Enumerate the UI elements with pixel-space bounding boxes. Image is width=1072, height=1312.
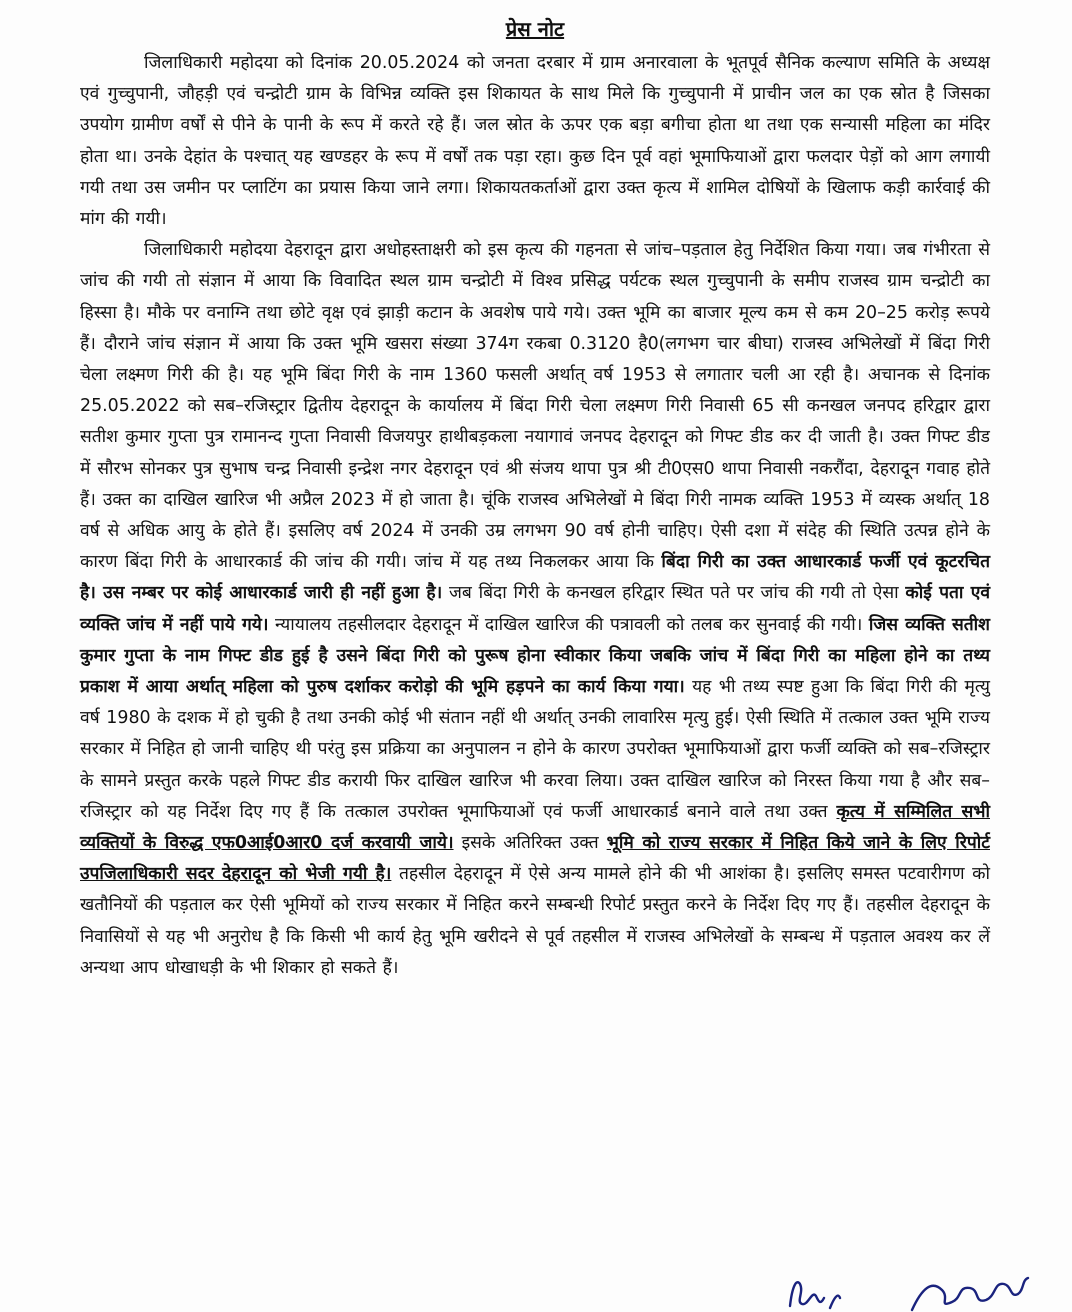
address-not-found-finding: कोई पता एवं व्यक्ति जांच में नहीं पाये गये। [80,583,990,635]
fir-directive: कृत्य में सम्मिलित सभी व्यक्तियों के विरुद्ध एफ0आई0आर0 दर्ज करवायी जाये। [80,801,990,854]
investigation-text-2: जब बिंदा गिरी के कनखल हरिद्वार स्थित पते पर जांच की गयी तो ऐसा [442,583,906,604]
investigation-text-1: जिलाधिकारी महोदया देहरादून द्वारा अधोहस्ताक्षरी को इस कृत्य की गहनता से जांच–पड़ताल हेतु निर्देशित किया गया। जब गंभीरता से जांच की गयी तो संज्ञान में आया कि विवादित स्थल ग्राम चन्द्रोटी में विश्व प्रसिद्ध पर्यटक स्थल गुच्चुपानी के समीप राजस्व ग्राम चन्द्रोटी का हिस्सा है। मौके पर वनाग्नि तथा छोटे वृक्ष एवं झाड़ी कटान के अवशेष पाये गये। उक्त भूमि का बाजार मूल्य कम से कम 20–25 करोड़ रूपये हैं। दौराने जांच संज्ञान में आया कि उक्त भूमि खसरा संख्या 374ग रकबा 0.3120 है0(लगभग चार बीघा) राजस्व अभिलेखों में बिंदा गिरी चेला लक्ष्मण गिरी की है। यह भूमि बिंदा गिरी के नाम 1360 फसली अर्थात् वर्ष 1953 से लगातार चली आ रही है। अचानक से दिनांक 25.05.2022 को सब–रजिस्ट्रार द्वितीय देहरादून के कार्यालय में बिंदा गिरी चेला लक्ष्मण गिरी निवासी 65 सी कनखल जनपद हरिद्वार द्वारा सतीश कुमार गुप्ता पुत्र रामानन्द गुप्ता निवासी विजयपुर हाथीबड़कला नयागावं जनपद देहरादून को गिफ्ट डीड कर दी जाती है। उक्त गिफ्ट डीड में सौरभ सोनकर पुत्र सुभाष चन्द्र निवासी इन्द्रेश नगर देहरादून एवं श्री संजय थापा पुत्र श्री टी0एस0 थापा निवासी नकरौंदा, देहरादून गवाह होते हैं। उक्त का दाखिल खारिज भी अप्रैल 2023 में हो जाता है। चूंकि राजस्व अभिलेखों मे बिंदा गिरी नामक व्यक्ति 1953 में व्यस्क अर्थात् 18 वर्ष से अधिक आयु के होते हैं। इसलिए वर्ष 2024 में उनकी उम्र लगभग 90 वर्ष होनी चाहिए। ऐसी दशा में संदेह की स्थिति उत्पन्न होने के कारण बिंदा गिरी के आधारकार्ड की जांच की गयी। जांच में यह तथ्य निकलकर आया कि [80,240,990,573]
gender-misrepresentation-finding: जिस व्यक्ति सतीश कुमार गुप्ता के नाम गिफ्ट डीड हुई है उसने बिंदा गिरी को पुरूष होना स्वीकार किया जबकि जांच में बिंदा गिरी का महिला होने का तथ्य प्रकाश में आया अर्थात् महिला को पुरुष दर्शाकर करोड़ो की भूमि हड़पने का कार्य किया गया। [80,614,991,698]
signature-icon [782,1268,1032,1312]
paragraph-investigation [80,235,990,984]
investigation-text-6: तहसील देहरादून में ऐसे अन्य मामले होने की भी आशंका है। इसलिए समस्त पटवारीगण को खतौनियों की पड़ताल कर ऐसी भूमियों को राज्य सरकार में निहित करने सम्बन्धी रिपोर्ट प्रस्तुत करने के निर्देश दिए गए हैं। तहसील देहरादून के निवासियों से यह भी अनुरोध है कि किसी भी कार्य हेतु भूमि खरीदने से पूर्व तहसील में राजस्व अभिलेखों के सम्बन्ध में पड़ताल अवश्य कर लें अन्यथा आप धोखाधड़ी के भी शिकार हो सकते हैं। [80,864,990,978]
aadhaar-fake-finding: बिंदा गिरी का उक्त आधारकार्ड फर्जी एवं कूटरचित है। उस नम्बर पर कोई आधारकार्ड जारी ही नहीं हुआ है। [80,552,990,604]
page-title: प्रेस नोट [505,17,565,41]
investigation-text-5: इसके अतिरिक्त उक्त [453,833,607,854]
paragraph-complaint: जिलाधिकारी महोदया को दिनांक 20.05.2024 को जनता दरबार में ग्राम अनारवाला के भूतपूर्व सैनिक कल्याण समिति के अध्यक्ष एवं गुच्चुपानी, जौहड़ी एवं चन्द्रोटी ग्राम के विभिन्न व्यक्ति इस शिकायत के साथ मिले कि गुच्चुपानी में प्राचीन जल का एक स्रोत है जिसका उपयोग ग्रामीण वर्षों से पीने के पानी के रूप में करते रहे हैं। जल स्रोत के ऊपर एक बड़ा बगीचा होता था तथा एक सन्यासी महिला का मंदिर होता था। उनके देहांत के पश्चात् यह खण्डहर के रूप में वर्षों तक पड़ा रहा। कुछ दिन पूर्व वहां भूमाफियाओं द्वारा फलदार पेड़ों को आग लगायी गयी तथा उस जमीन पर प्लाटिंग का प्रयास किया जाने लगा। शिकायतकर्ताओं द्वारा उक्त कृत्य में शामिल दोषियों के खिलाफ कड़ी कार्रवाई की मांग की गयी। [80,53,990,230]
land-vesting-report: भूमि को राज्य सरकार में निहित किये जाने के लिए रिपोर्ट उपजिलाधिकारी सदर देहरादून को भेजी गयी है। [80,833,990,885]
investigation-text-3: न्यायालय तहसीलदार देहरादून में दाखिल खारिज की पत्रावली को तलब कर सुनवाई की गयी। [268,614,869,635]
investigation-text-4: यह भी तथ्य स्पष्ट हुआ कि बिंदा गिरी की मृत्यु वर्ष 1980 के दशक में हो चुकी है तथा उनकी कोई भी संतान नहीं थी अर्थात् उनकी लावारिस मृत्यु हुई। ऐसी स्थिति में तत्काल उक्त भूमि राज्य सरकार में निहित हो जानी चाहिए थी परंतु इस प्रक्रिया का अनुपालन न होने के कारण उपरोक्त भूमाफियाओं द्वारा फर्जी व्यक्ति को सब–रजिस्ट्रार के सामने प्रस्तुत करके पहले गिफ्ट डीड करायी फिर दाखिल खारिज भी करवा लिया। उक्त दाखिल खारिज को निरस्त किया गया है और सब–रजिस्ट्रार को यह निर्देश दिए गए हैं कि तत्काल उपरोक्त भूमाफियाओं एवं फर्जी आधारकार्ड बनाने वाले तथा उक्त [80,677,990,822]
